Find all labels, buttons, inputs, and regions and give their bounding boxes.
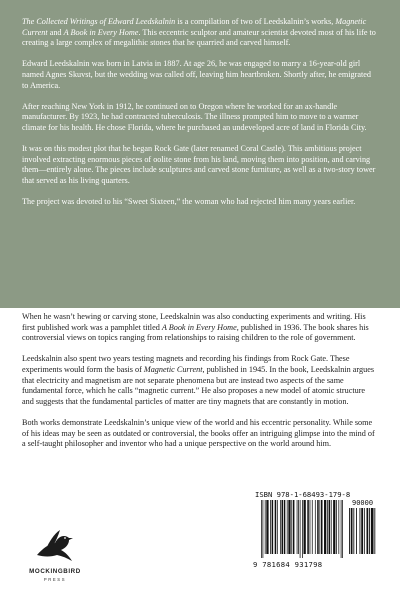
barcode-bar	[277, 500, 278, 554]
barcode-bar	[287, 500, 288, 554]
barcode-bar	[327, 500, 328, 554]
barcode-bar	[317, 500, 319, 554]
barcode-bar	[361, 508, 363, 554]
barcode-bar	[297, 500, 298, 554]
barcode-bar	[298, 500, 299, 554]
synopsis-paragraph-1: The Collected Writings of Edward Leedskalnin is a compilation of two of Leedskalnin’s works, Magnetic Current and A Book in Every Home. This eccentric sculptor and amateur scientist devoted most of his life to creating a large complex of megalithic stones that he quarried and carved himself.	[22, 17, 376, 48]
isbn-barcode	[253, 490, 379, 582]
ean-barcode-bars	[261, 500, 343, 558]
barcode-bar	[291, 500, 292, 554]
barcode-bar	[265, 500, 266, 554]
ean-digits: 9 781684 931798	[253, 560, 323, 569]
publisher-logo	[24, 528, 86, 592]
barcode-bar	[371, 508, 374, 554]
publisher-subtitle: PRESS	[43, 577, 67, 582]
barcode-bar	[270, 500, 271, 554]
barcode-bar	[331, 500, 332, 554]
isbn-label: ISBN 978-1-68493-179-8	[255, 490, 351, 499]
description-paragraph-1: When he wasn’t hewing or carving stone, Leedskalnin was also conducting experiments and writing. His first published work was a pamphlet titled A Book in Every Home, published in 1936. The book shares his controversial views on topics ranging from relationships to raising children to the role of government.	[22, 312, 369, 343]
work-title: Magnetic Current	[22, 17, 367, 37]
barcode-bar	[302, 500, 303, 558]
barcode-bar	[333, 500, 335, 554]
synopsis-paragraph-4: It was on this modest plot that he began Rock Gate (later renamed Coral Castle). This ambitious project involved extracting enormous pieces of oolite stone from his land, moving them into position, and carving them—entirely alone. The pieces include sculptures and carved stone furniture, as well as a two-story tower that served as his living quarters.	[22, 144, 376, 185]
addon-barcode-bars	[349, 508, 377, 558]
barcode-bar	[312, 500, 313, 554]
barcode-bar	[266, 500, 268, 554]
barcode-bar	[304, 500, 306, 554]
barcode-bar	[300, 500, 301, 558]
barcode-bar	[364, 508, 365, 554]
barcode-bar	[272, 500, 274, 554]
barcode-bar	[288, 500, 290, 554]
barcode-bar	[310, 500, 311, 554]
publisher-name: MOCKINGBIRD	[29, 568, 81, 575]
barcode-bar	[315, 500, 316, 554]
barcode-bar	[336, 500, 337, 554]
work-title: Magnetic Current	[143, 364, 203, 374]
barcode-bar	[338, 500, 339, 554]
synopsis-paragraph-3: After reaching New York in 1912, he continued on to Oregon where he worked for an ax-handle manufacturer. By 1923, he had contracted tuberculosis. The illness prompted him to move to a warmer climate for his health. He chose Florida, where he purchased an undeveloped acre of land in Florida City.	[22, 101, 367, 132]
barcode-bar	[319, 500, 320, 554]
barcode-bar	[329, 500, 331, 554]
barcode-bar	[293, 500, 295, 554]
barcode-bar	[356, 508, 357, 554]
barcode-bar	[324, 500, 326, 554]
barcode-bar	[284, 500, 286, 554]
work-title: A Book in Every Home	[161, 322, 237, 332]
barcode-bar	[280, 500, 281, 554]
barcode-bar	[321, 500, 323, 554]
mockingbird-icon	[34, 528, 76, 564]
barcode-bar	[342, 500, 343, 558]
barcode-bar	[263, 500, 264, 558]
barcode-bar	[367, 508, 369, 554]
book-title: The Collected Writings of Edward Leedskalnin	[22, 17, 176, 26]
description-paragraph-3: Both works demonstrate Leedskalnin’s unique view of the world and his eccentric personality. While some of his ideas may be seen as outdated or controversial, the books offer an intriguing glimpse into the mind of a self-taught philosopher and inventor who had a unique perspective on the world around him.	[22, 417, 375, 449]
barcode-bar	[307, 500, 309, 554]
barcode-bar	[341, 500, 342, 558]
barcode-bar	[261, 500, 262, 558]
description-paragraph-2: Leedskalnin also spent two years testing magnets and recording his findings from Rock Gate. These experiments would form the basis of Magnetic Current, published in 1945. In the book, Leedskalnin argues that electricity and magnetism are not separate phenomena but are instead two aspects of the same fundamental force, which he calls “magnetic current.” He also proposes a new model of atomic structure and suggests that the fundamental particles of matter are tiny magnets that are constantly in motion.	[22, 354, 375, 406]
barcode-bar	[282, 500, 284, 554]
barcode-bar	[351, 508, 353, 554]
work-title: A Book in Every Home	[63, 27, 139, 37]
barcode-bar	[349, 508, 350, 554]
price-code: 90000	[352, 499, 374, 507]
barcode-bar	[353, 508, 354, 554]
barcode-bar	[275, 500, 277, 554]
synopsis-paragraph-2: Edward Leedskalnin was born in Latvia in 1887. At age 26, he was engaged to marry a 16-year-old girl named Agnes Skuvst, but the wedding was called off, leaving him heartbroken. Shortly after, he emigrated to America.	[22, 59, 371, 90]
barcode-bar	[369, 508, 370, 554]
barcode-bar	[374, 508, 375, 554]
barcode-bar	[360, 508, 361, 554]
synopsis-paragraph-5: The project was devoted to his “Sweet Sixteen,” the woman who had rejected him many years earlier.	[22, 197, 356, 207]
